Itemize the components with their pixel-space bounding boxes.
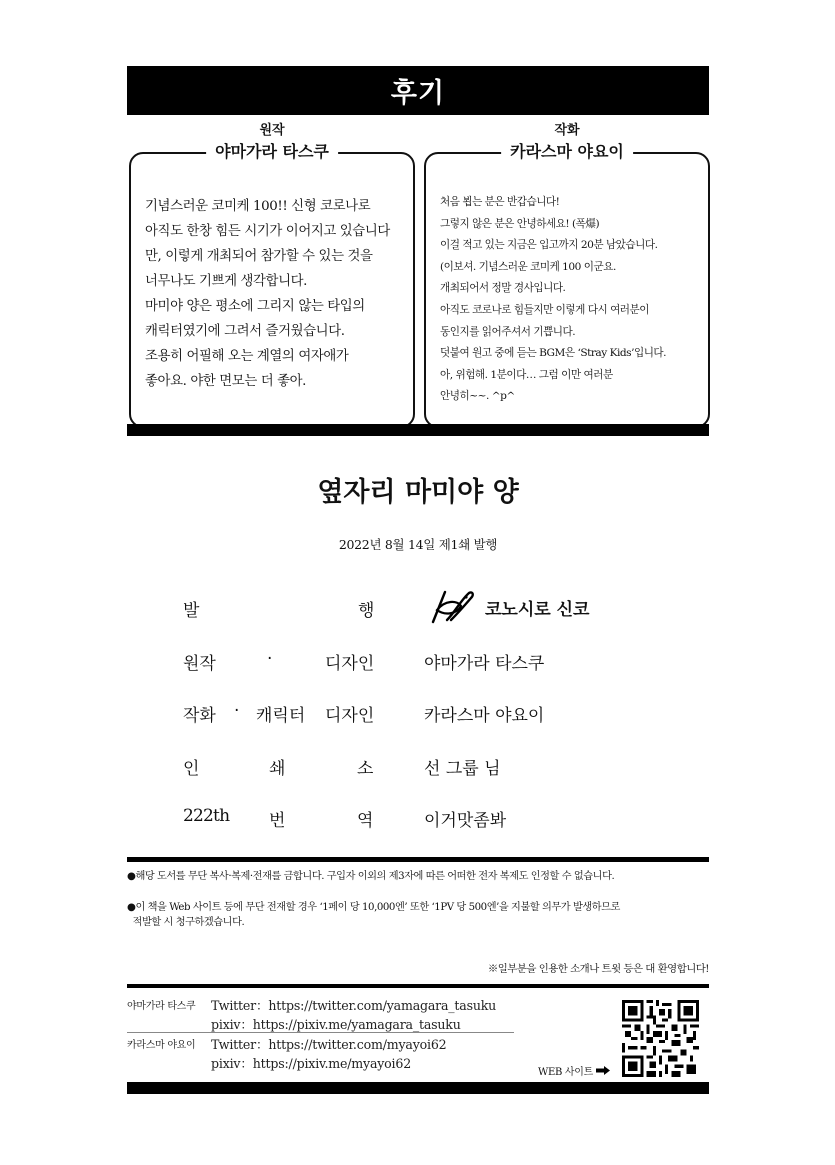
credit-value: 카라스마 야요이: [424, 706, 545, 726]
credit-label: 발 행: [183, 601, 375, 621]
note-line: 좋아요. 야한 면모는 더 좋아.: [145, 374, 307, 389]
note-line: 캐릭터였기에 그려서 즐거웠습니다.: [145, 324, 345, 339]
note-line: 동인지를 읽어주셔서 기쁩니다.: [440, 325, 576, 338]
footer-rule: [127, 1082, 709, 1094]
credit-label: 원작 · 디자인: [183, 648, 375, 674]
note-line: 아직도 한창 힘든 시기가 이어지고 있습니다: [145, 224, 390, 239]
copy-notice: ●해당 도서를 무단 복사·복제·전재를 금합니다. 구입자 이외의 제3자에 따른 어떠한 전자 복제도 인정할 수 없습니다.: [127, 871, 615, 882]
publisher-fish-logo-icon: [431, 590, 475, 624]
credit-value: 이거맛좀봐: [424, 811, 507, 831]
section-divider: [127, 857, 709, 862]
note-line: 그렇지 않은 분은 안녕하세요! (폭爆): [440, 217, 600, 230]
credit-label: 인 쇄 소: [183, 758, 374, 779]
publication-date: 2022년 8월 14일 제1쇄 발행: [338, 537, 498, 552]
sns-group-author: [127, 994, 514, 1032]
sns-links: [127, 994, 514, 1070]
web-notice-cont: 적발할 시 청구하겠습니다.: [127, 917, 245, 928]
author-name: 야마가라 타스쿠: [206, 141, 338, 163]
note-line: 너무나도 기쁘게 생각합니다.: [145, 274, 307, 289]
afterword-banner: [127, 66, 709, 115]
web-notice: ●이 책을 Web 사이트 등에 무단 전재할 경우 ‘1페이 당 10,000엔’ 또한 ‘1PV 당 500엔’을 지불할 의무가 발생하므로: [127, 902, 620, 913]
note-line: 이걸 적고 있는 지금은 입고까지 20분 남았습니다.: [440, 239, 658, 252]
publisher: [431, 590, 589, 624]
note-line: 기념스러운 코미케 100!! 신형 코로나로: [145, 199, 371, 214]
afterword-illustrator: [424, 122, 710, 428]
note-line: 아, 위험해. 1분이다… 그럼 이만 여러분: [440, 368, 613, 381]
credit-row-original-design: [183, 649, 603, 702]
note-line: 덧붙여 원고 중에 듣는 BGM은 ‘Stray Kids’입니다.: [440, 347, 667, 360]
credit-label: 222th 번 역: [183, 806, 374, 831]
sns-owner: 야마가라 타스쿠: [127, 1001, 196, 1012]
section-divider: [127, 984, 709, 988]
credit-value: 선 그룹 님: [424, 758, 501, 779]
role-label: 원작: [259, 123, 285, 138]
credit-value: 야마가라 타스쿠: [424, 653, 545, 674]
note-text: [440, 174, 694, 408]
colophon-credits: [183, 596, 603, 859]
note-line: (이보셔. 기념스러운 코미케 100 이군요.: [440, 260, 616, 273]
note-line: 만, 이렇게 개최되어 참가할 수 있는 것을: [145, 249, 373, 264]
credit-row-publisher: [183, 596, 603, 649]
note-line: 조용히 어필해 오는 계열의 여자애가: [145, 349, 349, 364]
note-box: [424, 142, 710, 428]
note-line: 처음 뵙는 분은 반갑습니다!: [440, 196, 560, 208]
afterword-title: 후기: [390, 78, 446, 109]
afterword-original-author: [129, 122, 415, 428]
pixiv-link[interactable]: pixiv：https://pixiv.me/yamagara_tasuku: [211, 1017, 461, 1032]
sns-owner: 카라스마 야요이: [127, 1040, 196, 1051]
note-text: [145, 174, 399, 394]
quote-welcome-note: ※일부분을 인용한 소개나 트윗 등은 대 환영합니다!: [487, 963, 709, 975]
twitter-link[interactable]: Twitter：https://twitter.com/yamagara_tasuku: [211, 998, 497, 1013]
credit-row-translation: [183, 806, 603, 859]
credit-row-printer: [183, 754, 603, 807]
section-divider: [127, 424, 709, 436]
book-title: 옆자리 마미야 양: [317, 477, 519, 508]
credit-row-art-character-design: [183, 701, 603, 754]
note-line: 아직도 코로나로 힘들지만 이렇게 다시 여러분이: [440, 303, 650, 316]
note-box: [129, 142, 415, 428]
pixiv-link[interactable]: pixiv：https://pixiv.me/myayoi62: [211, 1056, 412, 1071]
publisher-name: 코노시로 신코: [485, 599, 590, 620]
note-line: 마미야 양은 평소에 그리지 않는 타입의: [145, 299, 365, 314]
credit-label: 작화 · 캐릭터 디자인: [183, 701, 375, 726]
web-site-label: WEB 사이트: [538, 1063, 610, 1078]
twitter-link[interactable]: Twitter：https://twitter.com/myayoi62: [211, 1037, 447, 1052]
note-line: 개최되어서 정말 경사입니다.: [440, 282, 566, 295]
note-line: 안녕히~~. ^p^: [440, 390, 515, 403]
author-name: 카라스마 야요이: [501, 141, 633, 163]
sns-group-illustrator: [127, 1032, 514, 1070]
arrow-right-icon: [596, 1066, 610, 1075]
qr-code-icon[interactable]: [622, 1000, 699, 1077]
role-label: 작화: [554, 123, 580, 138]
